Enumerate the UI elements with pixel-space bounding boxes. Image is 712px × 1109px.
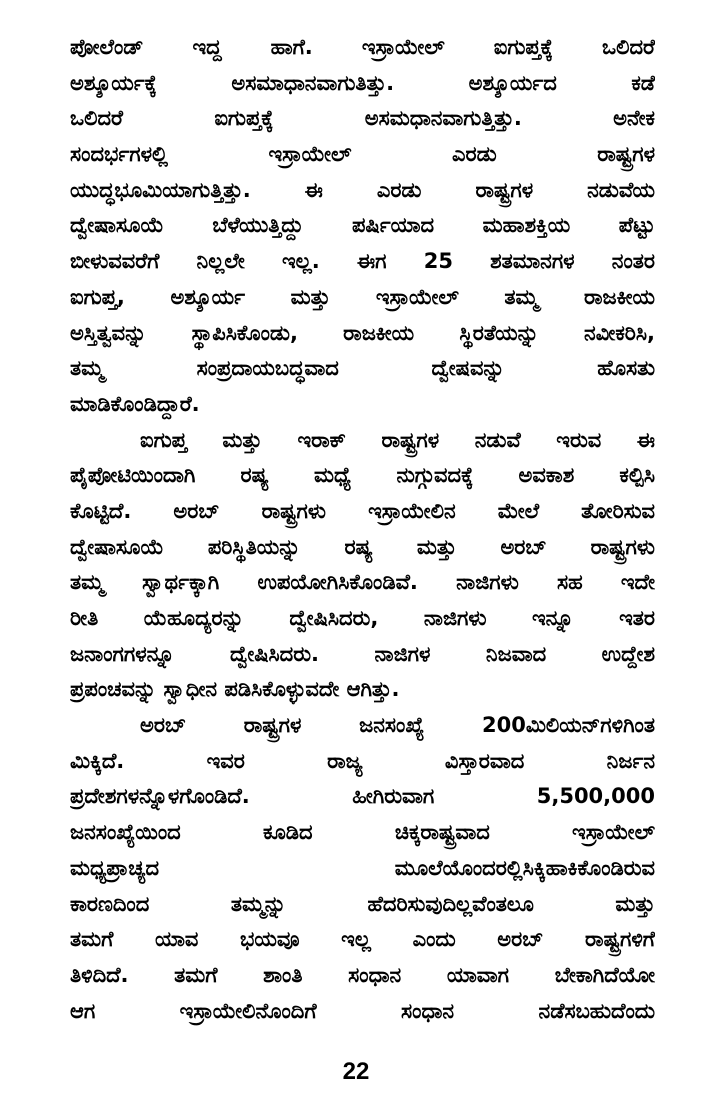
text-line: ಜನಸಂಖ್ಯೆಯಿಂದ ಕೂಡಿದ ಚಿಕ್ಕರಾಷ್ಟ್ರವಾದ ಇಸ್ರಾಯೇಲ್ — [70, 820, 655, 845]
text-line: ಮಧ್ಯಪ್ರಾಚ್ಯದ ಮೂಲೆಯೊಂದರಲ್ಲಿಸಿಕ್ಕಿಹಾಕಿಕೊಂಡಿರುವ — [70, 855, 655, 880]
text-line: ಆಗ ಇಸ್ರಾಯೇಲಿನೊಂದಿಗೆ ಸಂಧಾನ ನಡೆಸಬಹುದೆಂದು — [70, 998, 655, 1023]
text-line: ಸಂದರ್ಭಗಳಲ್ಲಿ ಇಸ್ರಾಯೇಲ್ ಎರಡು ರಾಷ್ಟ್ರಗಳ — [70, 142, 655, 167]
text-line: ಅಶ್ಶೂರ್ಯಕ್ಕೆ ಅಸಮಾಧಾನವಾಗುತಿತ್ತು. ಅಶ್ಶೂರ್ಯದ ಕಡೆ — [70, 70, 655, 95]
text-line: ಐಗುಪ್ತ ಮತ್ತು ಇರಾಕ್ ರಾಷ್ಟ್ರಗಳ ನಡುವೆ ಇರುವ ಈ — [140, 427, 655, 452]
text-line: ದ್ವೇಷಾಸೂಯೆ ಬೆಳೆಯುತ್ತಿದ್ದು ಪರ್ಷಿಯಾದ ಮಹಾಶಕ್ತಿಯ ಪೆಟ್ಟು — [70, 213, 655, 238]
text-line: ಐಗುಪ್ತ, ಅಶ್ಶೂರ್ಯ ಮತ್ತು ಇಸ್ರಾಯೇಲ್ ತಮ್ಮ ರಾಜಕೀಯ — [70, 284, 655, 309]
text-line: ಮಾಡಿಕೊಂಡಿದ್ದಾರೆ. — [70, 391, 200, 416]
paragraph-1 — [70, 30, 655, 423]
body-text — [70, 30, 655, 1029]
text-line: ಪೋಲೆಂಡ್ ಇದ್ದ ಹಾಗೆ. ಇಸ್ರಾಯೇಲ್ ಐಗುಪ್ತಕ್ಕೆ ಒಲಿದರೆ — [70, 35, 655, 59]
text-line: ಅಸ್ತಿತ್ವವನ್ನು ಸ್ಥಾಪಿಸಿಕೊಂಡು, ರಾಜಕೀಯ ಸ್ಥಿರತೆಯನ್ನು ನವೀಕರಿಸಿ, — [70, 320, 655, 345]
paragraph-2 — [70, 423, 655, 709]
text-line: ಪೈಪೋಟಿಯಿಂದಾಗಿ ರಷ್ಯ ಮಧ್ಯೆ ನುಗ್ಗುವದಕ್ಕೆ ಅವಕಾಶ ಕಲ್ಪಿಸಿ — [70, 463, 655, 488]
paragraph-3 — [70, 708, 655, 1029]
text-line: ಕೊಟ್ಟಿದೆ. ಅರಬ್ ರಾಷ್ಟ್ರಗಳು ಇಸ್ರಾಯೇಲಿನ ಮೇಲೆ ತೋರಿಸುವ — [70, 498, 655, 523]
text-line: ದ್ವೇಷಾಸೂಯೆ ಪರಿಸ್ಥಿತಿಯನ್ನು ರಷ್ಯ ಮತ್ತು ಅರಬ್ ರಾಷ್ಟ್ರಗಳು — [70, 534, 655, 559]
text-line: ತಮ್ಮ ಸ್ವಾರ್ಥಕ್ಕಾಗಿ ಉಪಯೋಗಿಸಿಕೊಂಡಿವೆ. ನಾಜಿಗಳು ಸಹ ಇದೇ — [70, 570, 655, 595]
text-line: ತಮ್ಮ ಸಂಪ್ರದಾಯಬದ್ಧವಾದ ದ್ವೇಷವನ್ನು ಹೊಸತು — [70, 356, 655, 381]
text-line: ಪ್ರದೇಶಗಳನ್ನೊಳಗೊಂಡಿದೆ. ಹೀಗಿರುವಾಗ 5,500,000 — [70, 784, 655, 809]
text-line: ತಿಳಿದಿದೆ. ತಮಗೆ ಶಾಂತಿ ಸಂಧಾನ ಯಾವಾಗ ಬೇಕಾಗಿದೆಯೋ — [70, 962, 655, 987]
text-line: ತಮಗೆ ಯಾವ ಭಯವೂ ಇಲ್ಲ ಎಂದು ಅರಬ್ ರಾಷ್ಟ್ರಗಳಿಗೆ — [70, 927, 655, 952]
text-line: ರೀತಿ ಯೆಹೂದ್ಯರನ್ನು ದ್ವೇಷಿಸಿದರು, ನಾಜಿಗಳು ಇನ್ನೂ ಇತರ — [70, 606, 655, 630]
text-line: ಅರಬ್ ರಾಷ್ಟ್ರಗಳ ಜನಸಂಖ್ಯೆ 200ಮಿಲಿಯನ್‌ಗಳಿಗಿಂತ — [140, 713, 655, 738]
text-line: ಒಲಿದರೆ ಐಗುಪ್ತಕ್ಕೆ ಅಸಮಧಾನವಾಗುತ್ತಿತ್ತು. ಅನೇಕ — [70, 106, 655, 131]
text-line: ಬೀಳುವವರೆಗೆ ನಿಲ್ಲಲೇ ಇಲ್ಲ. ಈಗ 25 ಶತಮಾನಗಳ ನಂತರ — [70, 249, 655, 274]
text-line: ಮಿಕ್ಕಿದೆ. ಇವರ ರಾಜ್ಯ ವಿಸ್ತಾರವಾದ ನಿರ್ಜನ — [70, 748, 655, 773]
text-line: ಪ್ರಪಂಚವನ್ನು ಸ್ವಾಧೀನ ಪಡಿಸಿಕೊಳ್ಳುವದೇ ಆಗಿತ್ತು. — [70, 677, 400, 702]
text-line: ಯುದ್ಧಭೂಮಿಯಾಗುತ್ತಿತ್ತು. ಈ ಎರಡು ರಾಷ್ಟ್ರಗಳ ನಡುವೆಯ — [70, 177, 655, 202]
page-number: 22 — [342, 1058, 370, 1085]
text-line: ಜನಾಂಗಗಳನ್ನೂ ದ್ವೇಷಿಸಿದರು. ನಾಜಿಗಳ ನಿಜವಾದ ಉದ್ದೇಶ — [70, 641, 655, 666]
text-line: ಕಾರಣದಿಂದ ತಮ್ಮನ್ನು ಹೆದರಿಸುವುದಿಲ್ಲವೆಂತಲೂ ಮತ್ತು — [70, 891, 655, 916]
